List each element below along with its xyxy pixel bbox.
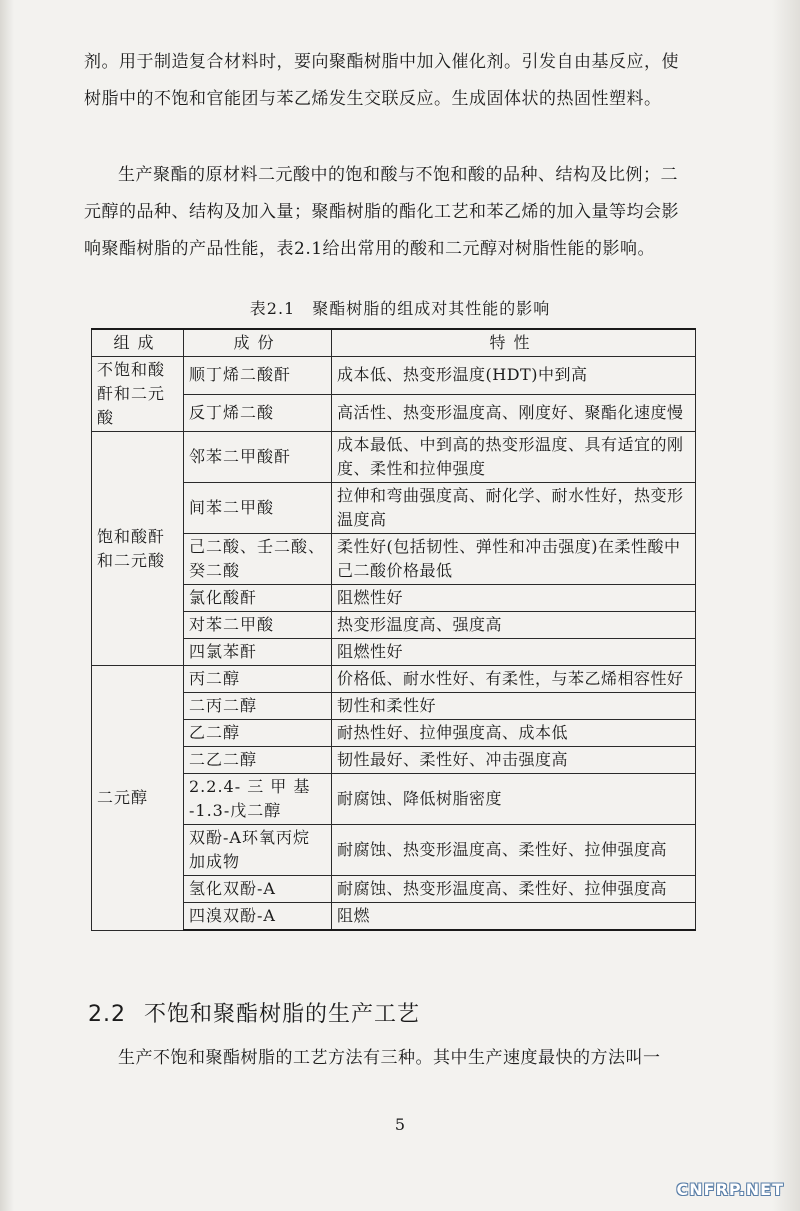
group-diols: 二元醇 (92, 666, 184, 931)
property-cell: 韧性最好、柔性好、冲击强度高 (332, 747, 696, 774)
scan-shadow-right (772, 0, 800, 1211)
component-cell: 氢化双酚-A (184, 876, 332, 903)
component-cell: 二丙二醇 (184, 693, 332, 720)
property-cell: 价格低、耐水性好、有柔性，与苯乙烯相容性好 (332, 666, 696, 693)
page-number: 5 (394, 1115, 406, 1134)
section-heading (88, 997, 420, 1028)
component-cell: 己二酸、壬二酸、癸二酸 (184, 534, 332, 585)
property-cell: 阻燃性好 (332, 639, 696, 666)
property-cell: 阻燃 (332, 903, 696, 931)
component-cell: 邻苯二甲酸酐 (184, 432, 332, 483)
header-group: 组成 (92, 329, 184, 357)
component-cell: 双酚-A环氧丙烷加成物 (184, 825, 332, 876)
property-cell: 拉伸和弯曲强度高、耐化学、耐水性好，热变形温度高 (332, 483, 696, 534)
component-cell: 氯化酸酐 (184, 585, 332, 612)
component-cell: 二乙二醇 (184, 747, 332, 774)
group-saturated-acids: 饱和酸酐和二元酸 (92, 432, 184, 666)
property-cell: 柔性好(包括韧性、弹性和冲击强度)在柔性酸中己二酸价格最低 (332, 534, 696, 585)
group-unsaturated-acids: 不饱和酸酐和二元酸 (92, 357, 184, 432)
table-row (92, 432, 696, 483)
section-number: 2.2 (88, 1002, 126, 1027)
property-cell: 耐腐蚀、热变形温度高、柔性好、拉伸强度高 (332, 876, 696, 903)
table-header-row (92, 329, 696, 357)
paragraph-1: 剂。用于制造复合材料时，要向聚酯树脂中加入催化剂。引发自由基反应，使树脂中的不饱和官能团与苯乙烯发生交联反应。生成固体状的热固性塑料。 (84, 52, 679, 109)
section-title: 不饱和聚酯树脂的生产工艺 (144, 1002, 421, 1027)
component-cell: 乙二醇 (184, 720, 332, 747)
property-cell: 热变形温度高、强度高 (332, 612, 696, 639)
paragraph-3: 生产不饱和聚酯树脂的工艺方法有三种。其中生产速度最快的方法叫一 (118, 1048, 661, 1068)
property-cell: 韧性和柔性好 (332, 693, 696, 720)
property-cell: 阻燃性好 (332, 585, 696, 612)
property-cell: 耐腐蚀、热变形温度高、柔性好、拉伸强度高 (332, 825, 696, 876)
composition-property-table (91, 328, 696, 931)
property-cell: 成本低、热变形温度(HDT)中到高 (332, 357, 696, 395)
table-row (92, 357, 696, 395)
property-cell: 耐腐蚀、降低树脂密度 (332, 774, 696, 825)
site-watermark: CNFRP.NET (676, 1180, 784, 1199)
component-cell: 丙二醇 (184, 666, 332, 693)
property-cell: 成本最低、中到高的热变形温度、具有适宜的刚度、柔性和拉伸强度 (332, 432, 696, 483)
component-cell: 对苯二甲酸 (184, 612, 332, 639)
component-cell: 四氯苯酐 (184, 639, 332, 666)
property-cell: 耐热性好、拉伸强度高、成本低 (332, 720, 696, 747)
paragraph-2: 生产聚酯的原材料二元酸中的饱和酸与不饱和酸的品种、结构及比例；二元醇的品种、结构及加入量；聚酯树脂的酯化工艺和苯乙烯的加入量等均会影响聚酯树脂的产品性能，表2.1给出常用的酸和二元醇对树脂性能的影响。 (84, 165, 679, 259)
header-property: 特性 (332, 329, 696, 357)
header-component: 成份 (184, 329, 332, 357)
component-cell: 间苯二甲酸 (184, 483, 332, 534)
table-caption: 表2.1 聚酯树脂的组成对其性能的影响 (249, 299, 551, 318)
component-cell: 2.2.4- 三 甲 基 -1.3-戊二醇 (184, 774, 332, 825)
table-row (92, 666, 696, 693)
component-cell: 四溴双酚-A (184, 903, 332, 931)
component-cell: 顺丁烯二酸酐 (184, 357, 332, 395)
property-cell: 高活性、热变形温度高、刚度好、聚酯化速度慢 (332, 394, 696, 432)
scan-shadow-left (0, 0, 14, 1211)
component-cell: 反丁烯二酸 (184, 394, 332, 432)
